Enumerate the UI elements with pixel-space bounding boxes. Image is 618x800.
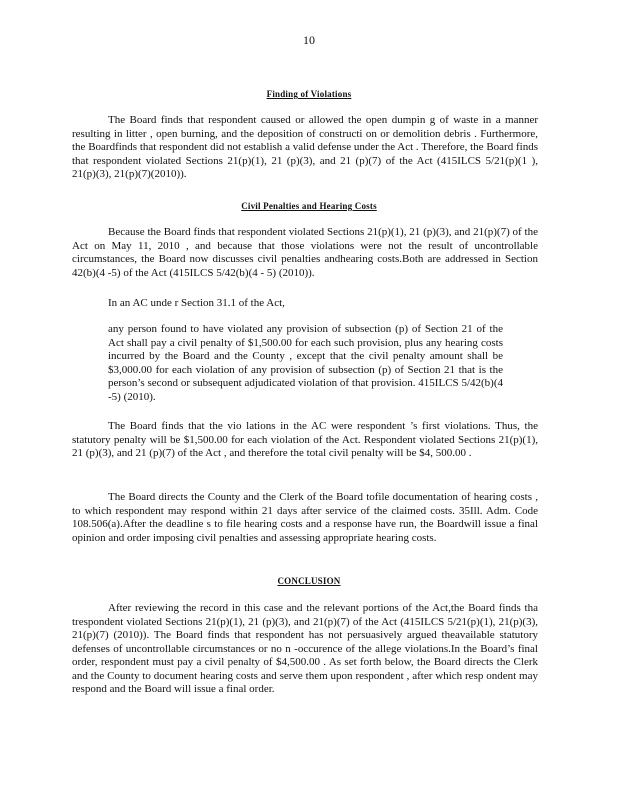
finding-heading-text: Finding of Violations (266, 89, 352, 99)
penalties-heading-text: Civil Penalties and Hearing Costs (241, 201, 377, 211)
finding-heading (0, 88, 618, 102)
conclusion-paragraph: After reviewing the record in this case and the relevant portions of the Act,the Board finds tha trespondent violated Sections 21(p)(1), 21 (p)(3), and 21(p)(7) of the Act (415ILCS 5/21(p)(1), 21(p)(3), 21(p)(7) (2010)). The Board finds that respondent has not persuasively argued theavailable statutory defenses of uncontrollable circumstances or no n -occurence of the allege violations.In the Board’s final order, respondent must pay a civil penalty of $4,500.00 . As set forth below, the Board directs the Clerk and the County to document hearing costs and serve them upon respondent , after which resp ondent may respond and the Board will issue a final order. (72, 602, 538, 695)
conclusion-heading-text: CONCLUSION (277, 576, 341, 586)
penalties-paragraph-3: The Board directs the County and the Clerk of the Board tofile documentation of hearing costs , to which respondent may respond within 21 days after service of the claimed costs. 35Ill. Adm. Code 108.506(a).After the deadline s to file hearing costs and a response have run, the Boardwill issue a final opinion and order imposing civil penalties and assessing appropriate hearing costs. (72, 491, 538, 544)
statute-quote: any person found to have violated any provision of subsection (p) of Section 21 of the Act shall pay a civil penalty of $1,500.00 for each such provision, plus any hearing costs incurred by the Board and the County , except that the civil penalty amount shall be $3,000.00 for each violation of any provision of subsection (p) of Section 21 that is the person’s second or subsequent adjudicated violation of that provision. 415ILCS 5/42(b)(4 -5) (2010). (108, 323, 503, 403)
conclusion-heading (0, 575, 618, 589)
penalties-heading (0, 200, 618, 214)
penalties-paragraph-1: Because the Board finds that respondent violated Sections 21(p)(1), 21 (p)(3), and 21(p)(7) of the Act on May 11, 2010 , and because that those violations were not the result of uncontrollable circumstances, the Board now discusses civil penalties andhearing costs.Both are addressed in Section 42(b)(4 -5) of the Act (415ILCS 5/42(b)(4 - 5) (2010)). (72, 226, 538, 279)
penalties-paragraph-2: The Board finds that the vio lations in the AC were respondent ’s first violations. Thus, the statutory penalty will be $1,500.00 for each violation of the Act. Respondent violated Sections 21(p)(1), 21 (p)(3), and 21 (p)(7) of the Act , and therefore the total civil penalty will be $4, 500.00 . (72, 420, 538, 459)
finding-paragraph: The Board finds that respondent caused or allowed the open dumpin g of waste in a manner resulting in litter , open burning, and the deposition of constructi on or demolition debris . Furthermore, the Boardfinds that respondent did not establish a valid defense under the Act . Therefore, the Board finds that respondent violated Sections 21(p)(1), 21 (p)(3), and 21 (p)(7) of the Act (415ILCS 5/21(p)(1 ), 21(p)(3), 21(p)(7)(2010)). (72, 114, 538, 180)
page-number: 10 (303, 33, 315, 47)
penalties-intro: In an AC unde r Section 31.1 of the Act, (108, 297, 285, 309)
